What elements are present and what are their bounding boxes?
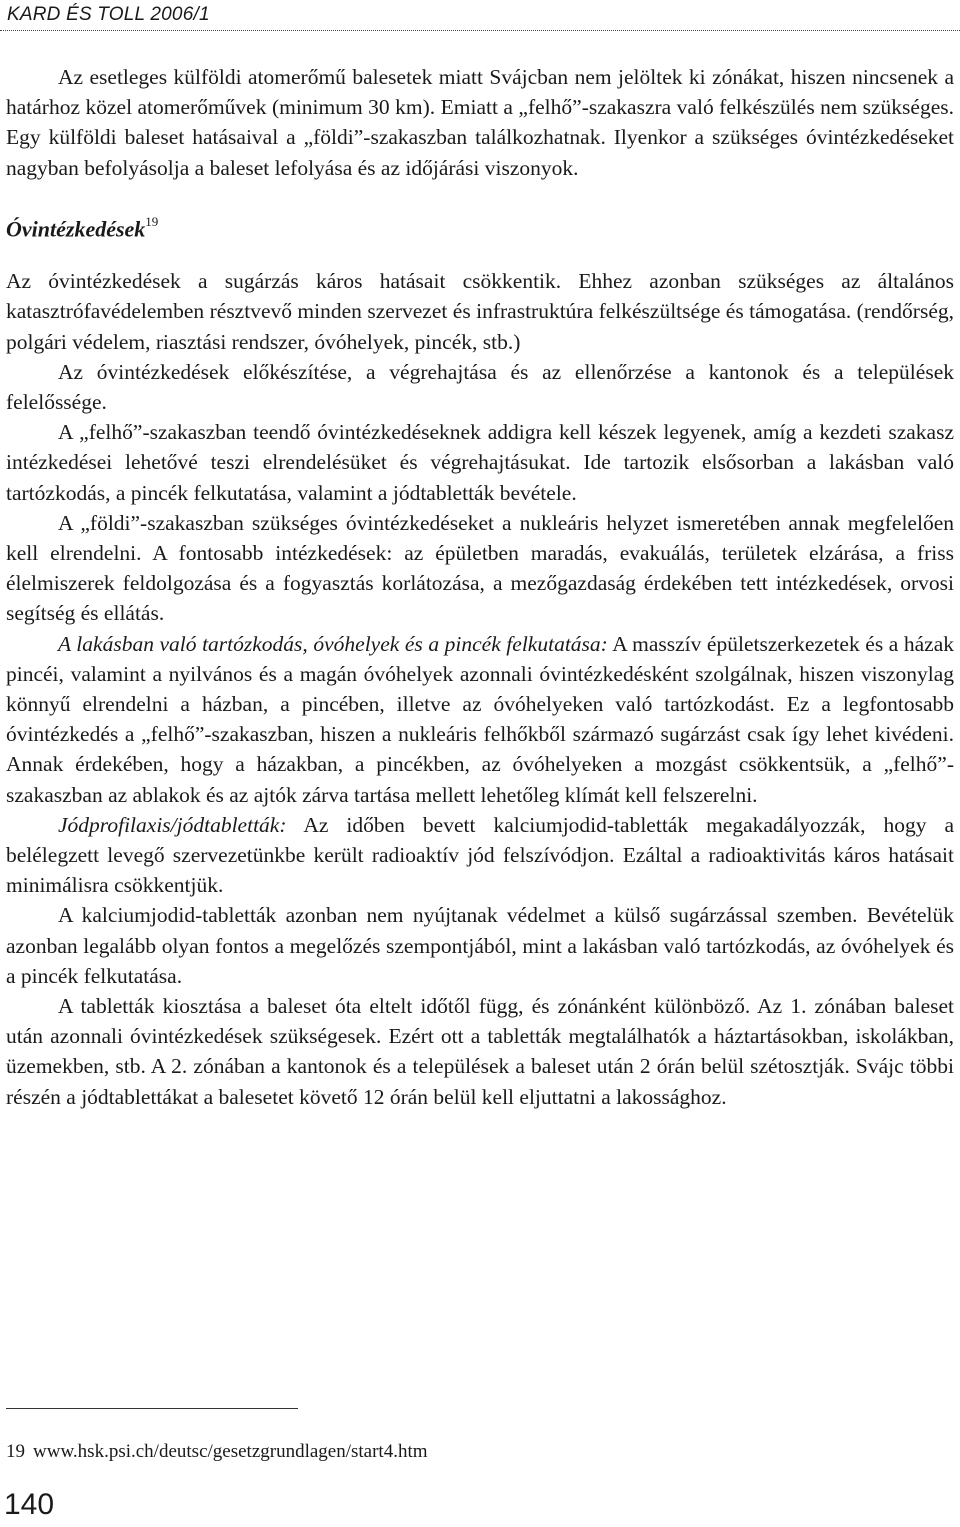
iodine-lead: Jódprofilaxis/jódtabletták: — [58, 812, 287, 837]
paragraph-intro: Az esetleges külföldi atomerőmű balesetek miatt Svájcban nem jelöltek ki zónákat, hiszen nincsenek a határhoz közel atomerőművek (minimum 30 km). Emiatt a „felhő”-szakaszra való felkészülés nem szükséges. Egy külföldi baleset hatásaival a „földi”-szakaszban találkozhatnak. Ilyenkor a szükséges óvintézkedéseket nagyban befolyásolja a baleset lefolyása és az időjárási viszonyok. — [6, 65, 954, 180]
section-heading — [6, 209, 954, 244]
header-divider — [0, 30, 960, 31]
paragraph-responsibility: Az óvintézkedések előkészítése, a végrehajtása és az ellenőrzése a kantonok és a települések felelőssége. — [6, 359, 954, 414]
paragraph-ground-phase: A „földi”-szakaszban szükséges óvintézkedéseket a nukleáris helyzet ismeretében annak megfelelően kell elrendelni. A fontosabb intézkedések: az épületben maradás, evakuálás, területek elzárása, a friss élelmiszerek feldolgozása és a fogyasztás korlátozása, a mezőgazdaság érdekében tett intézkedések, orvosi segítség és ellátás. — [6, 510, 954, 626]
paragraph-cloud-phase: A „felhő”-szakaszban teendő óvintézkedéseknek addigra kell készek legyenek, amíg a kezdeti szakasz intézkedései lehetővé teszi elrendelésüket és végrehajtásukat. Ide tartozik elsősorban a lakásban való tartózkodás, a pincék felkutatása, valamint a jódtabletták bevétele. — [6, 420, 954, 505]
footnote-text: www.hsk.psi.ch/deutsc/gesetzgrundlagen/start4.htm — [33, 1441, 428, 1462]
footnote-number: 19 — [6, 1441, 25, 1462]
section-heading-text: Óvintézkedések — [6, 216, 146, 242]
article-body — [6, 62, 954, 1112]
paragraph-distribution: A tabletták kiosztása a baleset óta eltelt időtől függ, és zónánként különböző. Az 1. zónában baleset után azonnali óvintézkedések szükségesek. Ezért ott a tabletták megtalálhatók a háztartásokban, iskolákban, üzemekben, stb. A 2. zónában a kantonok és a települések a baleset után 2 órán belül szétosztják. Svájc többi részén a jódtablettákat a balesetet követő 12 órán belül kell eljuttatni a lakossághoz. — [6, 994, 954, 1109]
running-header: KARD ÉS TOLL 2006/1 — [7, 4, 210, 25]
iodine-text: Az időben bevett kalciumjodid-tabletták megakadályozzák, hogy a belélegzett levegő szervezetünkbe került radioaktív jód felszívódjon. Ezáltal a radioaktivitás káros hatásait minimálisra csökkentjük. — [6, 812, 954, 898]
paragraph-shelter — [6, 629, 954, 810]
paragraph-iodine — [6, 810, 954, 901]
footnote-divider — [6, 1408, 298, 1409]
footnote-reference: 19 — [145, 213, 159, 229]
paragraph-measures: Az óvintézkedések a sugárzás káros hatásait csökkentik. Ehhez azonban szükséges az általános katasztrófavédelemben résztvevő minden szervezet és infrastruktúra felkészültsége és támogatása. (rendőrség, polgári védelem, riasztási rendszer, óvóhelyek, pincék, stb.) — [6, 269, 954, 354]
shelter-text: A masszív épületszerkezetek és a házak pincéi, valamint a nyilvános és a magán óvóhelyek azonnali óvintézkedésként szolgálnak, hiszen viszonylag könnyű elrendelni a házban, a pincében, illetve az óvóhelyeken való tartózkodást. Ez a legfontosabb óvintézkedés a „felhő”-szakaszban, hiszen a nukleáris felhőkből származó sugárzást csak így lehet kivédeni. Annak érdekében, hogy a házakban, a pincékben, az óvóhelyeken a mozgást csökkentsük, a „felhő”-szakaszban az ablakok és az ajtók zárva tartása mellett lehetőleg klímát kell felszerelni. — [6, 631, 954, 807]
paragraph-tablet-limits: A kalciumjodid-tabletták azonban nem nyújtanak védelmet a külső sugárzással szemben. Bevételük azonban legalább olyan fontos a megelőzés szempontjából, mint a lakásban való tartózkodás, az óvóhelyek és a pincék felkutatása. — [6, 903, 954, 988]
shelter-lead: A lakásban való tartózkodás, óvóhelyek és a pincék felkutatása: — [58, 631, 608, 656]
page-number: 140 — [4, 1488, 55, 1521]
footnote — [6, 1440, 428, 1464]
